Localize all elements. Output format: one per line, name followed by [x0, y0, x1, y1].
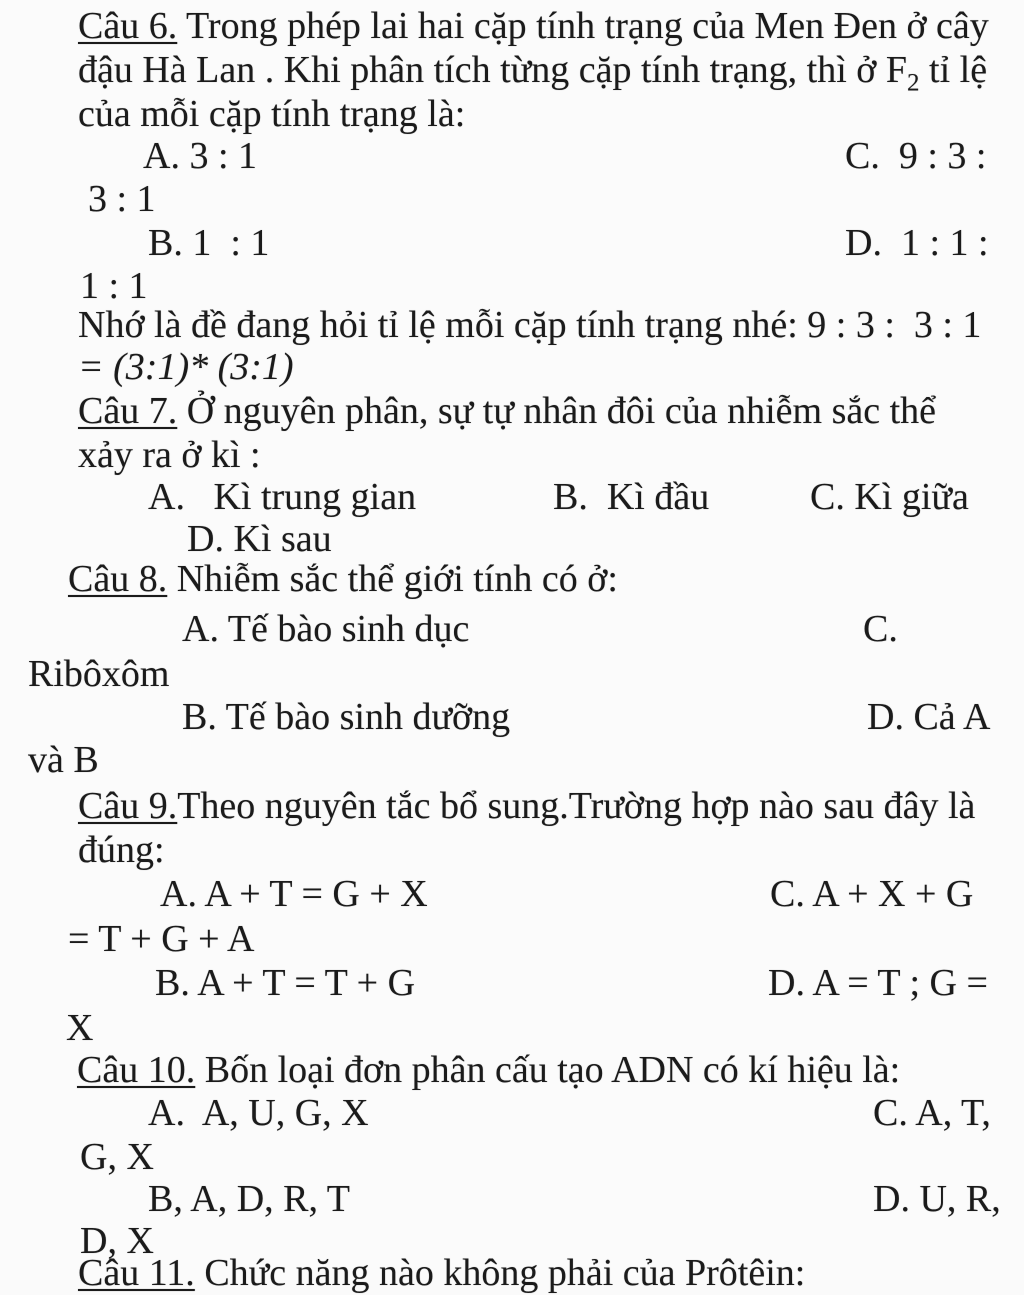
- q9-option-d-wrap: X: [66, 1007, 94, 1049]
- q10-option-c: C. A, T,: [873, 1092, 991, 1134]
- q6-option-a: A. 3 : 1: [143, 135, 257, 177]
- q8-options-row2: [0, 695, 1024, 739]
- q6-label: Câu 6.: [78, 5, 178, 47]
- q9-option-c: C. A + X + G: [770, 873, 974, 915]
- q11-stem-text: Chức năng nào không phải của Prôtêin:: [194, 1252, 806, 1294]
- q9-stem-line2: đúng:: [78, 829, 165, 871]
- q8-label: Câu 8.: [68, 558, 168, 600]
- q8-option-d: D. Cả A: [867, 696, 991, 738]
- q7-stem-text1: Ở nguyên phân, sự tự nhân đôi của nhiễm sắc thể: [177, 390, 937, 432]
- q10-option-d: D. U, R,: [873, 1178, 1001, 1220]
- q6-options-row1: [0, 134, 1024, 178]
- q9-option-a: A. A + T = G + X: [160, 873, 428, 915]
- q10-option-b: B, A, D, R, T: [148, 1178, 351, 1220]
- q6-option-d: D. 1 : 1 :: [845, 222, 989, 264]
- q8-stem-line: [68, 557, 618, 601]
- q9-label: Câu 9.: [78, 785, 178, 827]
- q9-options-row2: [0, 961, 1024, 1005]
- q6-options-row2: [0, 221, 1024, 265]
- q9-options-row1: [0, 872, 1024, 916]
- q10-option-c-wrap: G, X: [80, 1136, 154, 1178]
- q10-option-a: A. A, U, G, X: [148, 1092, 369, 1134]
- q6-stem-line3: của mỗi cặp tính trạng là:: [78, 93, 466, 135]
- q8-option-c: C.: [863, 608, 898, 650]
- q6-note-line2: = (3:1)* (3:1): [78, 346, 294, 388]
- q8-stem-text: Nhiễm sắc thể giới tính có ở:: [167, 558, 618, 600]
- q6-stem-text2-post: tỉ lệ: [919, 49, 988, 91]
- q9-stem-text1: Theo nguyên tắc bổ sung.Trường hợp nào sau đây là: [177, 785, 976, 827]
- q6-f2-subscript: 2: [907, 69, 920, 97]
- q8-options-row1: [0, 607, 1024, 651]
- q6-stem-text1: Trong phép lai hai cặp tính trạng của Men Đen ở cây: [177, 5, 989, 47]
- q9-stem-line1: [78, 784, 975, 828]
- q6-stem-line1: [78, 4, 989, 48]
- q9-option-c-wrap: = T + G + A: [68, 918, 255, 960]
- q7-option-a: A. Kì trung gian: [148, 476, 417, 518]
- q7-option-b: B. Kì đầu: [553, 476, 710, 518]
- q8-option-b: B. Tế bào sinh dưỡng: [182, 696, 511, 738]
- q9-option-b: B. A + T = T + G: [155, 962, 416, 1004]
- q10-stem-text: Bốn loại đơn phân cấu tạo ADN có kí hiệu là:: [195, 1049, 901, 1091]
- q10-label: Câu 10.: [77, 1049, 196, 1091]
- q6-stem-line2: [78, 48, 988, 97]
- q6-stem-text2-pre: đậu Hà Lan . Khi phân tích từng cặp tính trạng, thì ở F: [78, 49, 908, 91]
- q7-option-c: C. Kì giữa: [810, 476, 969, 518]
- q10-options-row1: [0, 1091, 1024, 1135]
- q6-option-b: B. 1 : 1: [148, 222, 270, 264]
- q6-option-d-wrap: 1 : 1: [80, 265, 148, 307]
- q11-stem-line: [78, 1251, 805, 1295]
- q9-option-d: D. A = T ; G =: [768, 962, 988, 1004]
- q7-options-row1: [0, 475, 1024, 519]
- q11-label: Câu 11.: [78, 1252, 195, 1294]
- q6-note-line1: Nhớ là đề đang hỏi tỉ lệ mỗi cặp tính trạng nhé: 9 : 3 : 3 : 1: [78, 304, 982, 346]
- q10-options-row2: [0, 1177, 1024, 1221]
- q7-label: Câu 7.: [78, 390, 178, 432]
- q7-option-d: D. Kì sau: [187, 518, 332, 560]
- q6-option-c-wrap: 3 : 1: [88, 178, 156, 220]
- q7-stem-line2: xảy ra ở kì :: [78, 434, 261, 476]
- q10-option-d-wrap: D, X: [80, 1220, 154, 1262]
- q8-option-c-wrap: Ribôxôm: [28, 653, 170, 695]
- q7-stem-line1: [78, 389, 936, 433]
- q10-stem-line: [77, 1048, 900, 1092]
- q8-option-d-wrap: và B: [28, 739, 99, 781]
- q8-option-a: A. Tế bào sinh dục: [182, 608, 470, 650]
- q6-option-c: C. 9 : 3 :: [845, 135, 987, 177]
